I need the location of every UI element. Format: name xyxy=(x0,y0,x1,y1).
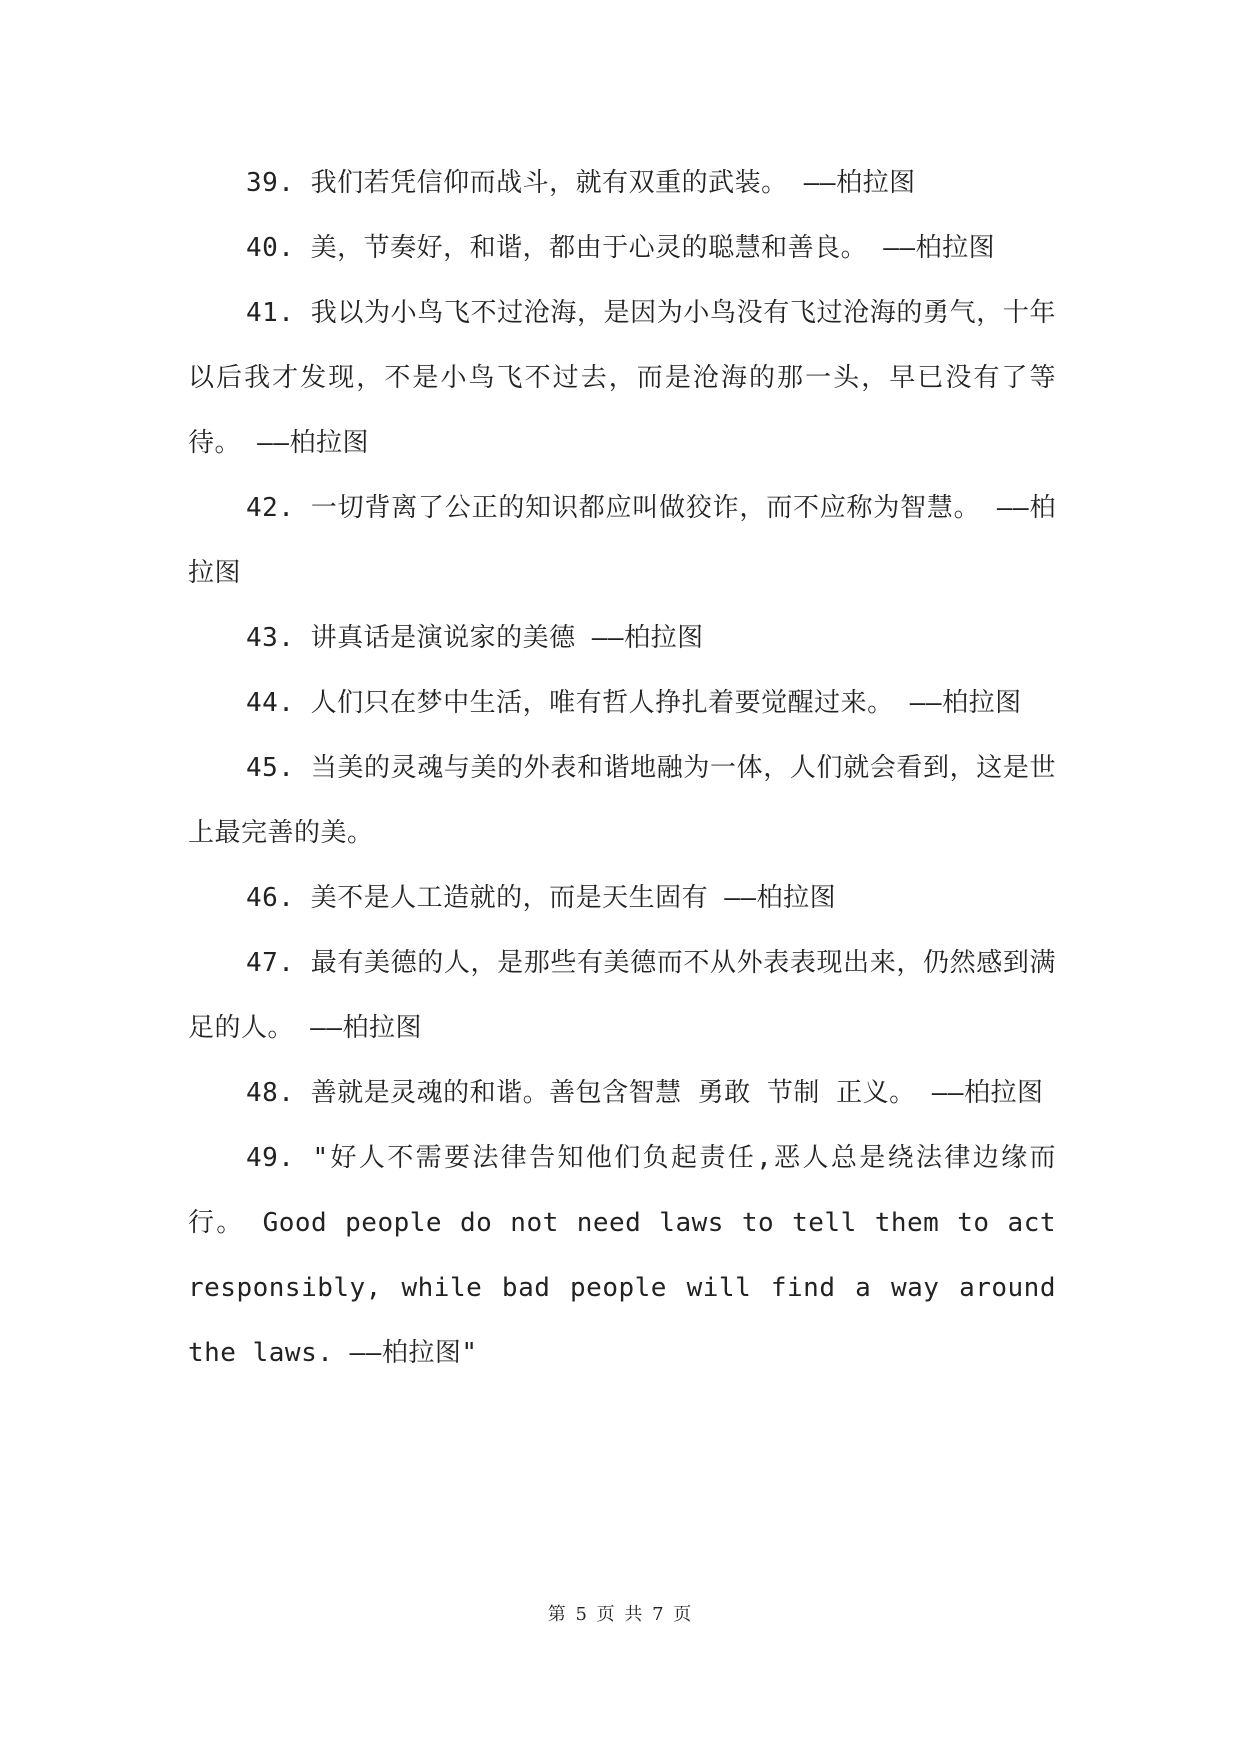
quote-42: 42. 一切背离了公正的知识都应叫做狡诈，而不应称为智慧。 ——柏拉图 xyxy=(188,493,1056,588)
quote-39: 39. 我们若凭信仰而战斗，就有双重的武装。 ——柏拉图 xyxy=(246,168,916,198)
page-number-footer: 第 5 页 共 7 页 xyxy=(547,1604,694,1625)
quote-list xyxy=(188,151,1056,1386)
quote-40: 40. 美，节奏好，和谐，都由于心灵的聪慧和善良。 ——柏拉图 xyxy=(246,233,996,263)
quote-46: 46. 美不是人工造就的，而是天生固有 ——柏拉图 xyxy=(246,883,837,913)
quote-45: 45. 当美的灵魂与美的外表和谐地融为一体，人们就会看到，这是世上最完善的美。 xyxy=(188,753,1056,848)
quote-48: 48. 善就是灵魂的和谐。善包含智慧 勇敢 节制 正义。 ——柏拉图 xyxy=(246,1078,1044,1108)
quote-44: 44. 人们只在梦中生活，唯有哲人挣扎着要觉醒过来。 ——柏拉图 xyxy=(246,688,1022,718)
quote-43: 43. 讲真话是演说家的美德 ——柏拉图 xyxy=(246,623,704,653)
quote-41: 41. 我以为小鸟飞不过沧海，是因为小鸟没有飞过沧海的勇气，十年以后我才发现，不是小鸟飞不过去，而是沧海的那一头，早已没有了等待。 ——柏拉图 xyxy=(188,298,1056,458)
quote-47: 47. 最有美德的人，是那些有美德而不从外表表现出来，仍然感到满足的人。 ——柏拉图 xyxy=(188,948,1056,1043)
quote-49: 49. "好人不需要法律告知他们负起责任,恶人总是绕法律边缘而行。 Good people do not need laws to tell them to act responsibly, while bad people will find a way around the laws. ——柏拉图" xyxy=(188,1143,1056,1368)
